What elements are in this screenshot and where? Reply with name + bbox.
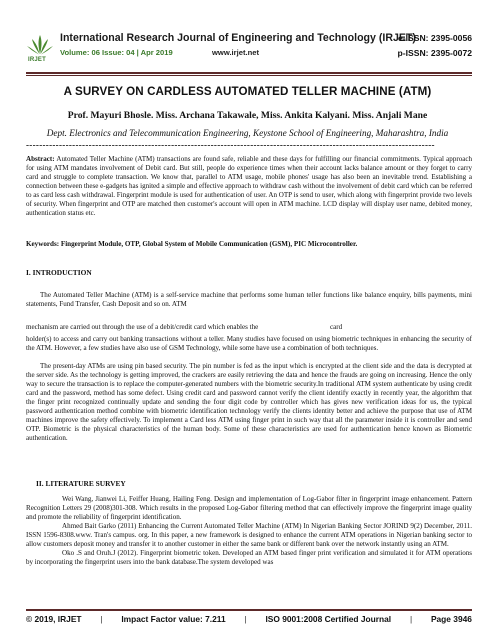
page-footer — [26, 614, 472, 624]
footer-page-number: Page 3946 — [430, 614, 472, 624]
footer-separator: | — [100, 614, 103, 624]
footer-copyright: © 2019, IRJET — [26, 614, 82, 624]
abstract-text: Automated Teller Machine (ATM) transactions are found safe, reliable and these days for fulfilling our financial commitments. Typical approach for using ATM mandates involvement of Debit card. But still, people do experience times when their account lacks balance amount or they forget to carry card and struggle to complete transaction. We know that, parallel to ATM usage, mobile phones' usage has also been an inevitable trend. Establishing a connection between these e-gadgets has ignited a simple and effective approach to withdraw cash without the involvement of debit card which can be referred to as card less cash withdrawal. Fingerprint module is used for authentication of user. An OTP is send to user, which along with fingerprint provide two levels of security. When fingerprint and OTP are matched then customer's account will open in ATM machine. LCD display will display user name, debited money, authentication status etc. — [26, 155, 472, 218]
intro-paragraph-2-first-line — [26, 323, 472, 332]
header-divider-thin — [26, 75, 472, 76]
intro-line-text: mechanism are carried out through the use of a debit/credit card which enables the — [26, 323, 259, 331]
intro-paragraph-3: The present-day ATMs are using pin based security. The pin number is fed as the input which is encrypted at the client side and the data is decrypted at the server side. As the technology is getting improved, the crackers are easily retrieving the data and hence the frauds are going on increasing. Hence the only way to secure the transaction is to replace the computer-generated numbers with the biometric security.In traditional ATM system authenticate by using credit card and the password, method has some defect. Using credit card and password cannot verify the client identify exactly in recently year, the algorithm that the finger print recognized continually update and sending the four digit code by controller which has gives new verification ideas for us, the typical password authentication method combine with biometric identification technology verify the clients identity better and achieve the purpose that use of ATM machines improve the safety effectively. To implement a Card less ATM using finger print in such way that all the parameter inside it is controller and send OTP. Biometric is the physical characteristics of the human body. Some of these characteristics are used for authentication hence known as Biometric authentication. — [26, 362, 472, 443]
footer-iso: ISO 9001:2008 Certified Journal — [265, 614, 392, 624]
author-affiliation: Dept. Electronics and Telecommunication Engineering, Keystone School of Engineering, Maharashtra, India — [46, 128, 449, 138]
journal-title: International Research Journal of Engineering and Technology (IRJET) — [60, 32, 416, 44]
abstract-label: Abstract: — [26, 155, 55, 163]
abstract — [26, 155, 472, 218]
pissn: p-ISSN: 2395-0072 — [397, 48, 472, 58]
footer-separator: | — [244, 614, 247, 624]
intro-paragraph-1: The Automated Teller Machine (ATM) is a self-service machine that performs some human teller functions like balance enquiry, bills payments, mini statements, Fund Transfer, Cash Deposit and so on. ATM — [26, 291, 472, 309]
keywords: Keywords: Fingerprint Module, OTP, Global System of Mobile Communication (GSM), PIC Microcontroller. — [26, 240, 358, 248]
journal-website-link[interactable]: www.irjet.net — [212, 48, 259, 57]
journal-header — [26, 32, 472, 68]
lit-paragraph-3: Oko .S and Oruh.J (2012). Fingerprint biometric token. Developed an ATM based finger print verification and simulated it for ATM operations by incorporating the fingerprint users into the bank database.The system developed was — [26, 549, 472, 567]
footer-separator: | — [409, 614, 413, 624]
intro-paragraph-2: holder(s) to access and carry out banking transactions without a teller. Many studies have focused on using biometric techniques in enhancing the security of the ATM. However, a few studies have also use of GSM Technology, while some have use a combination of both techniques. — [26, 335, 472, 353]
paper-title: A SURVEY ON CARDLESS AUTOMATED TELLER MACHINE (ATM) — [63, 85, 432, 98]
volume-issue: Volume: 06 Issue: 04 | Apr 2019 — [60, 48, 173, 57]
literature-survey-body — [26, 495, 472, 567]
footer-divider — [26, 609, 472, 611]
section-heading-introduction: I. INTRODUCTION — [26, 268, 92, 277]
intro-line-card-word: card — [330, 323, 343, 331]
lit-paragraph-2: Ahmed Bait Garko (2011) Enhancing the Current Automated Teller Machine (ATM) In Nigerian Banking Sector JORIND 9(2) December, 2011. ISSN 1596-8308.www. Tran's campus. org. In this paper, a new framework is designed to enhance the current ATM operations in Nigerian banking sector to allow customers deposit money and transfer it to another customer in either the same bank or different bank over the network instantly using an ATM. — [26, 522, 472, 549]
paper-authors: Prof. Mayuri Bhosle. Miss. Archana Takawale, Miss. Ankita Kalyani. Miss. Anjali Mane — [67, 110, 428, 121]
header-divider — [26, 72, 472, 74]
eissn: e-ISSN: 2395-0056 — [397, 33, 472, 43]
dashed-separator: ---------------------------------------------------------------------------------------------------------------------------- — [26, 140, 435, 150]
section-heading-literature-survey: II. LITERATURE SURVEY — [36, 479, 126, 488]
footer-impact-factor: Impact Factor value: 7.211 — [121, 614, 226, 624]
lit-paragraph-1: Wei Wang, Jianwei Li, Feiffer Huang, Hailing Feng. Design and implementation of Log-Gabor filter in fingerprint image enhancement. Pattern Recognition Letters 29 (2008)301-308. Which results in the proposed Log-Gabor filtering method that can effectively improve the fingerprint image quality and promote the reliability of fingerprint identification. — [26, 495, 472, 522]
logo-text: IRJET — [28, 57, 47, 63]
